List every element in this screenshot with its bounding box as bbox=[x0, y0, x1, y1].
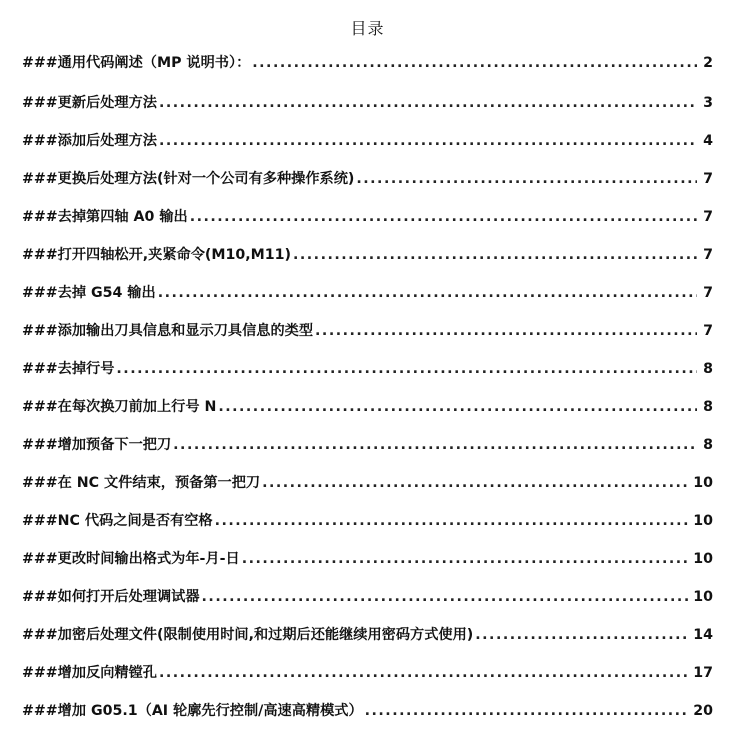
toc-entry-text[interactable]: ###通用代码阐述（MP 说明书）： bbox=[22, 55, 251, 71]
toc-entry[interactable] bbox=[22, 396, 713, 434]
toc-page-number: 20 bbox=[693, 703, 713, 719]
toc-entry[interactable] bbox=[22, 548, 713, 586]
toc-entry-text[interactable]: ###在 NC 文件结束，预备第一把刀 bbox=[22, 475, 261, 491]
toc-entry-text[interactable]: ###如何打开后处理调试器 bbox=[22, 589, 200, 605]
toc-entry[interactable] bbox=[22, 434, 713, 472]
toc-entry-text[interactable]: ###增加预备下一把刀 bbox=[22, 437, 172, 453]
toc-entry[interactable] bbox=[22, 168, 713, 206]
toc-dot-leader bbox=[215, 513, 690, 529]
toc-dot-leader bbox=[365, 703, 690, 719]
toc-entry-text[interactable]: ###增加 G05.1（AI 轮廓先行控制/高速高精模式） bbox=[22, 703, 363, 719]
toc-entry[interactable] bbox=[22, 700, 713, 738]
toc-page-number: 7 bbox=[703, 171, 713, 187]
toc-page-number: 7 bbox=[703, 285, 713, 301]
toc-dot-leader bbox=[475, 627, 689, 643]
toc-page-number: 7 bbox=[703, 323, 713, 339]
toc-page-number: 10 bbox=[693, 513, 713, 529]
toc-title: 目录 bbox=[350, 19, 385, 38]
toc-page-number: 4 bbox=[703, 133, 713, 149]
toc-entry[interactable] bbox=[22, 662, 713, 700]
toc-entry-text[interactable]: ###更换后处理方法(针对一个公司有多种操作系统) bbox=[22, 171, 355, 187]
toc-entry-text[interactable]: ###打开四轴松开,夹紧命令(M10,M11) bbox=[22, 247, 292, 263]
toc-page-number: 2 bbox=[703, 55, 713, 71]
toc-entry[interactable] bbox=[22, 320, 713, 358]
toc-entry-text[interactable]: ###在每次换刀前加上行号 N bbox=[22, 399, 217, 415]
toc-dot-leader bbox=[315, 323, 697, 339]
toc-dot-leader bbox=[252, 55, 697, 71]
toc-dot-leader bbox=[159, 133, 697, 149]
toc-dot-leader bbox=[356, 171, 697, 187]
toc-entry-text[interactable]: ###添加后处理方法 bbox=[22, 133, 157, 149]
toc-entry[interactable] bbox=[22, 586, 713, 624]
toc-dot-leader bbox=[242, 551, 690, 567]
toc-entry-text[interactable]: ###增加反向精镗孔 bbox=[22, 665, 157, 681]
toc-page-number: 14 bbox=[693, 627, 713, 643]
toc-entry[interactable] bbox=[22, 510, 713, 548]
toc-dot-leader bbox=[173, 437, 697, 453]
toc-page-number: 10 bbox=[693, 475, 713, 491]
toc-entry-text[interactable]: ###添加输出刀具信息和显示刀具信息的类型 bbox=[22, 323, 314, 339]
toc-page-number: 17 bbox=[693, 665, 713, 681]
toc-dot-leader bbox=[116, 361, 697, 377]
toc-entry[interactable] bbox=[22, 130, 713, 168]
toc-entry[interactable] bbox=[22, 472, 713, 510]
toc-entry-text[interactable]: ###NC 代码之间是否有空格 bbox=[22, 513, 213, 529]
toc-dot-leader bbox=[218, 399, 697, 415]
toc-entry[interactable] bbox=[22, 52, 713, 92]
toc-entry[interactable] bbox=[22, 206, 713, 244]
toc-dot-leader bbox=[159, 95, 697, 111]
toc-entry-text[interactable]: ###更新后处理方法 bbox=[22, 95, 157, 111]
toc-dot-leader bbox=[158, 285, 697, 301]
toc-dot-leader bbox=[262, 475, 689, 491]
toc-entry[interactable] bbox=[22, 282, 713, 320]
toc-page-number: 7 bbox=[703, 247, 713, 263]
toc-page-number: 8 bbox=[703, 361, 713, 377]
toc-page-number: 3 bbox=[703, 95, 713, 111]
toc-page-number: 10 bbox=[693, 551, 713, 567]
toc-page-number: 10 bbox=[693, 589, 713, 605]
toc-page-number: 7 bbox=[703, 209, 713, 225]
toc-entry-text[interactable]: ###去掉 G54 输出 bbox=[22, 285, 156, 301]
toc-dot-leader bbox=[293, 247, 697, 263]
toc-entry[interactable] bbox=[22, 624, 713, 662]
toc-page-number: 8 bbox=[703, 437, 713, 453]
toc-dot-leader bbox=[159, 665, 689, 681]
toc-entry-text[interactable]: ###更改时间输出格式为年-月-日 bbox=[22, 551, 240, 567]
toc-dot-leader bbox=[190, 209, 697, 225]
toc-entry[interactable] bbox=[22, 358, 713, 396]
toc-dot-leader bbox=[202, 589, 690, 605]
toc-page-number: 8 bbox=[703, 399, 713, 415]
toc-entry[interactable] bbox=[22, 244, 713, 282]
toc-entry-text[interactable]: ###去掉第四轴 A0 输出 bbox=[22, 209, 188, 225]
toc-entry-text[interactable]: ###加密后处理文件(限制使用时间,和过期后还能继续用密码方式使用) bbox=[22, 627, 474, 643]
toc-entry-text[interactable]: ###去掉行号 bbox=[22, 361, 115, 377]
toc-list bbox=[22, 52, 713, 738]
toc-entry[interactable] bbox=[22, 92, 713, 130]
